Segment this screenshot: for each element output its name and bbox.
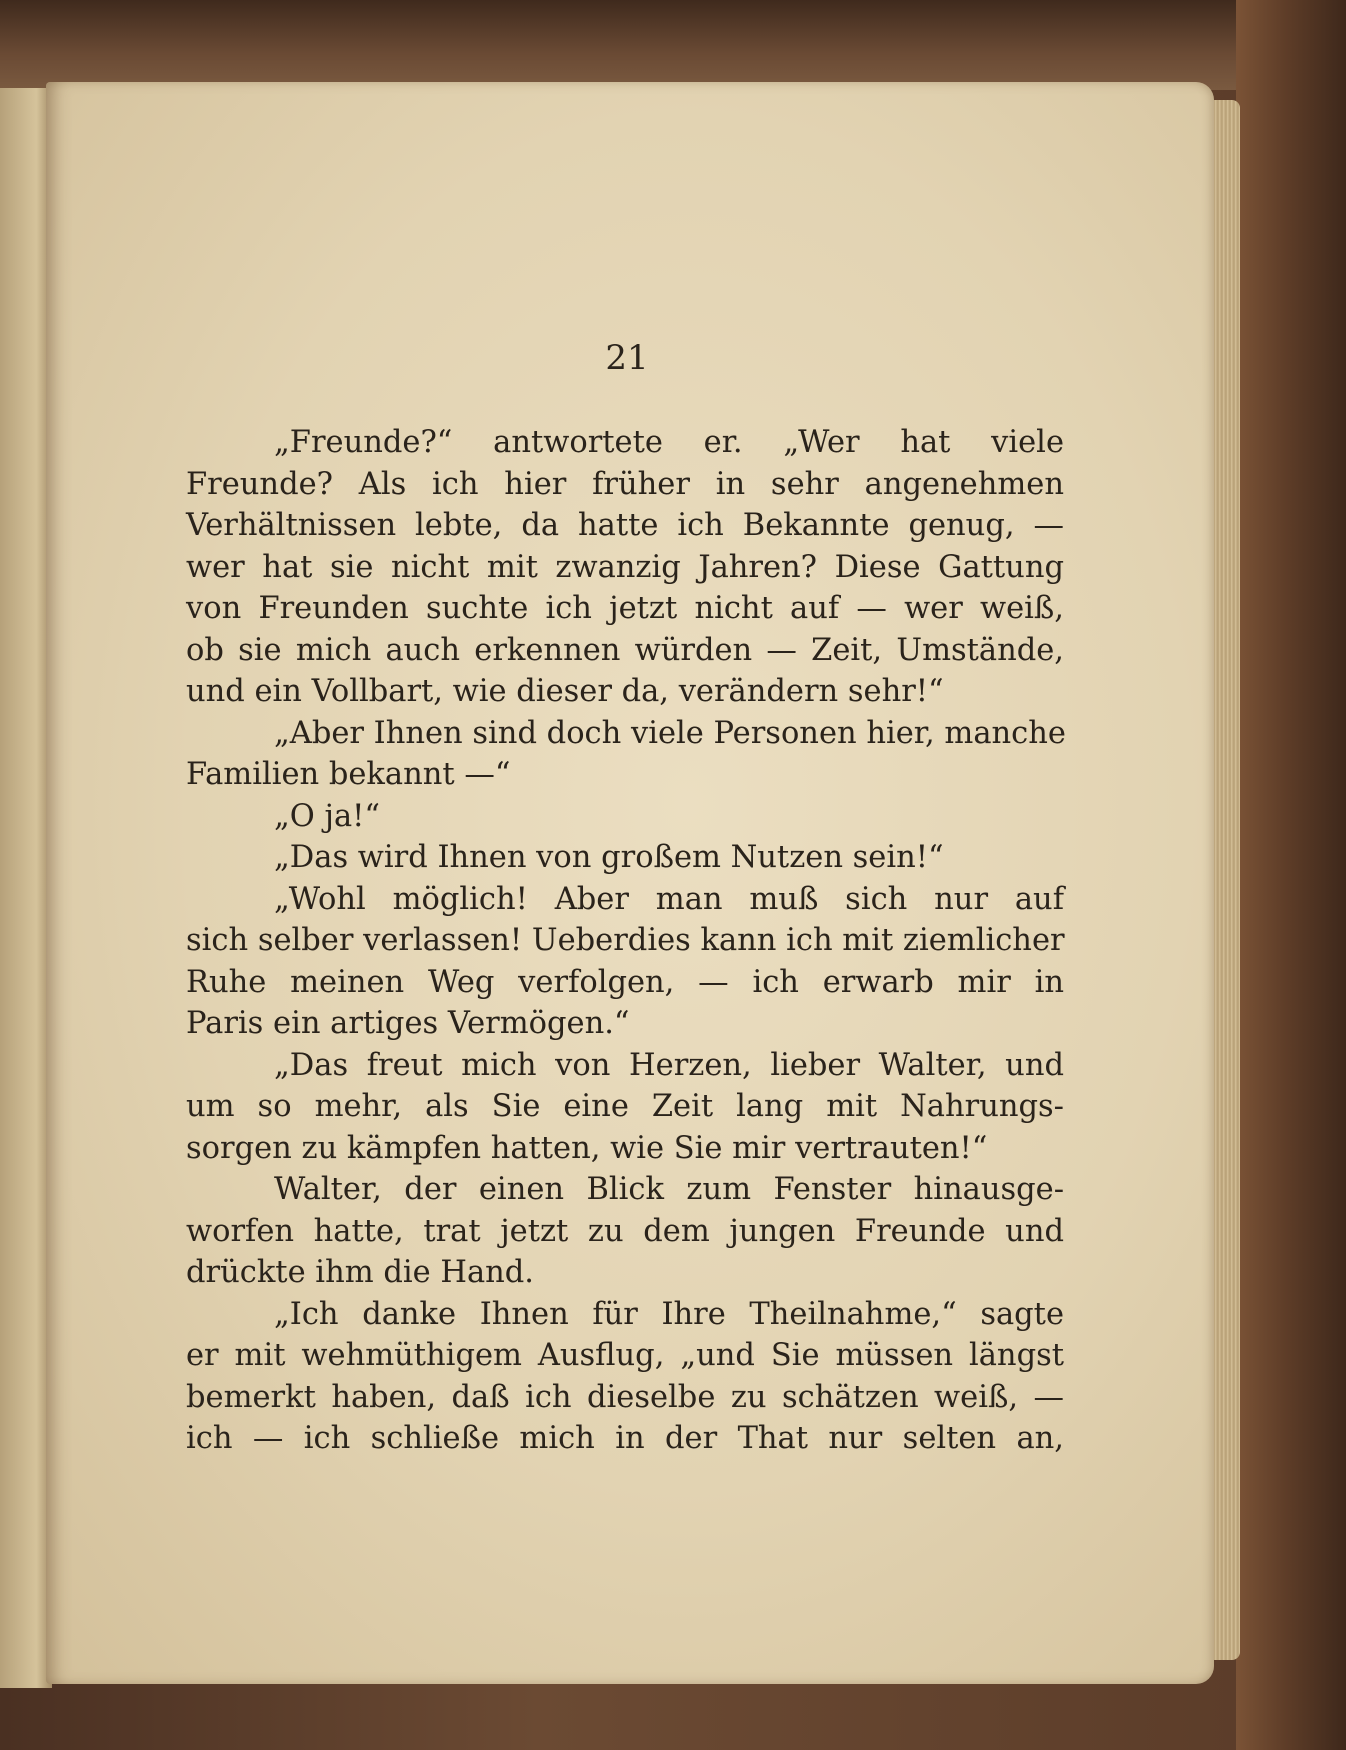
page-body-text bbox=[186, 422, 1064, 1460]
text-line: und ein Vollbart, wie dieser da, verändern sehr!“ bbox=[186, 674, 944, 709]
text-line: Ruhe meinen Weg verfolgen, — ich erwarb mir in bbox=[186, 964, 1064, 1000]
text-line: „Aber Ihnen sind doch viele Personen hier, manche bbox=[274, 715, 1066, 751]
text-line: drückte ihm die Hand. bbox=[186, 1255, 534, 1290]
text-line: „Das wird Ihnen von großem Nutzen sein!“ bbox=[274, 840, 944, 875]
text-line: um so mehr, als Sie eine Zeit lang mit Nahrungs- bbox=[186, 1089, 1064, 1124]
text-line: „Freunde?“ antwortete er. „Wer hat viele bbox=[274, 425, 1064, 460]
page-number: 21 bbox=[605, 338, 649, 378]
text-line: er mit wehmüthigem Ausflug, „und Sie müssen längst bbox=[186, 1338, 1064, 1373]
book-cover-top-edge bbox=[0, 0, 1346, 90]
text-line: worfen hatte, trat jetzt zu dem jungen Freunde und bbox=[186, 1213, 1064, 1249]
text-line: „Wohl möglich! Aber man muß sich nur auf bbox=[274, 881, 1064, 917]
text-line: „Ich danke Ihnen für Ihre Theilnahme,“ sagte bbox=[274, 1296, 1064, 1332]
text-line: „O ja!“ bbox=[274, 798, 380, 834]
book-page bbox=[46, 82, 1214, 1684]
text-line: Walter, der einen Blick zum Fenster hinausge- bbox=[274, 1172, 1064, 1207]
text-line: bemerkt haben, daß ich dieselbe zu schätzen weiß, — bbox=[186, 1379, 1064, 1415]
text-line: ich — ich schließe mich in der That nur selten an, bbox=[186, 1421, 1064, 1456]
text-line: Verhältnissen lebte, da hatte ich Bekannte genug, — bbox=[186, 508, 1064, 543]
facing-page-edge bbox=[0, 88, 52, 1688]
book-cover-right-edge bbox=[1236, 0, 1346, 1750]
text-line: Familien bekannt —“ bbox=[186, 757, 511, 792]
text-line: „Das freut mich von Herzen, lieber Walter, und bbox=[274, 1047, 1064, 1083]
text-line: sorgen zu kämpfen hatten, wie Sie mir vertrauten!“ bbox=[186, 1130, 988, 1166]
text-line: wer hat sie nicht mit zwanzig Jahren? Diese Gattung bbox=[186, 549, 1064, 585]
text-line: Freunde? Als ich hier früher in sehr angenehmen bbox=[186, 466, 1064, 502]
text-line: sich selber verlassen! Ueberdies kann ich mit ziemlicher bbox=[186, 923, 1065, 958]
text-line: Paris ein artiges Vermögen.“ bbox=[186, 1006, 630, 1041]
text-line: von Freunden suchte ich jetzt nicht auf — wer weiß, bbox=[186, 591, 1064, 626]
text-line: ob sie mich auch erkennen würden — Zeit, Umstände, bbox=[186, 632, 1064, 668]
